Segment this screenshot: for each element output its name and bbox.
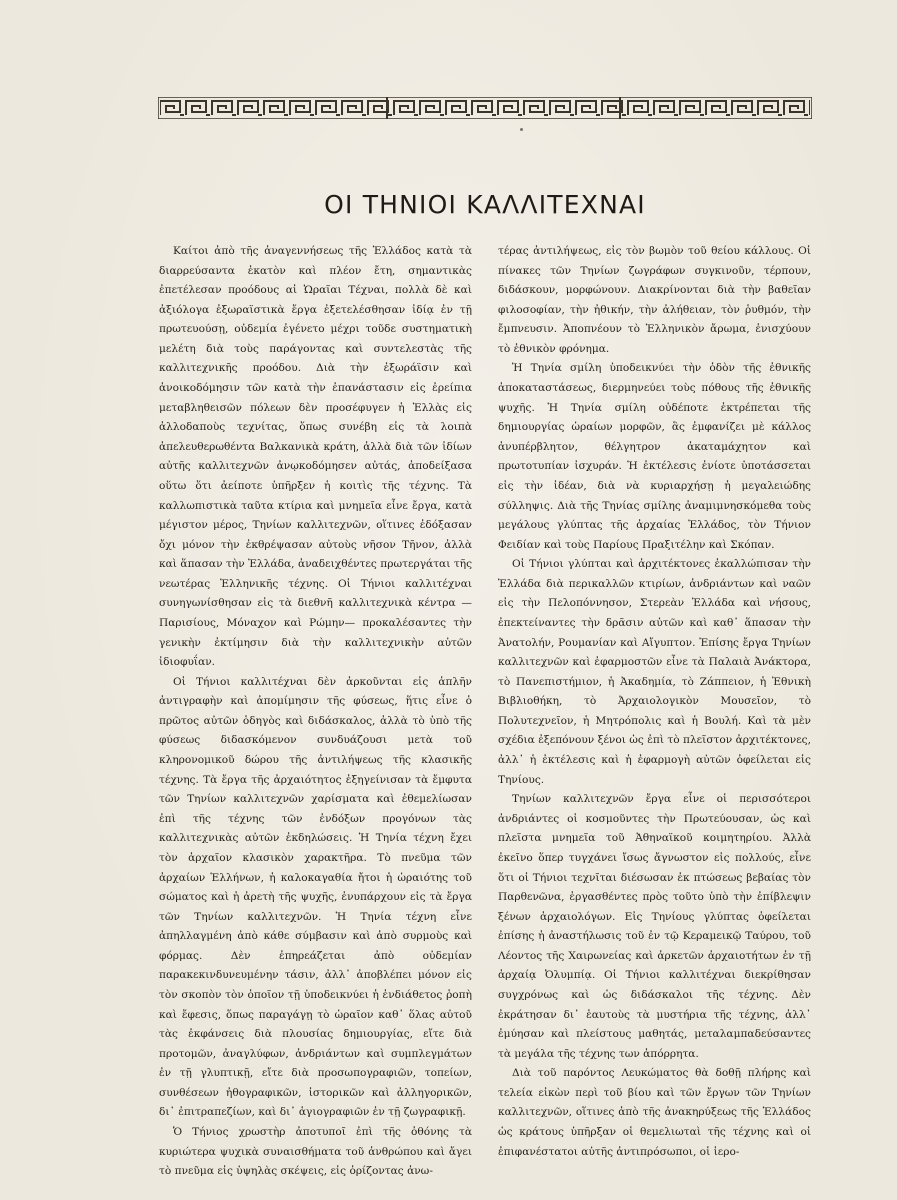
ornament-dot <box>520 128 523 131</box>
paragraph: τέρας ἀντιλήψεως, εἰς τὸν βωμὸν τοῦ θείου κάλλους. Οἱ πίνακες τῶν Τηνίων ζωγράφων συγκινοῦν, τέρπουν, διδάσκουν, μορφώνουν. Διακρίνονται διὰ τὴν βαθεῖαν φιλοσοφίαν, τὴν ἠθικήν, τὴν ἀλήθειαν, τὸν ῥυθμόν, τὴν ἔμπνευσιν. Ἀποπνέουν τὸ Ἑλληνικὸν ἄρωμα, ἐνισχύουν τὸ ἐθνικὸν φρόνημα. <box>498 245 811 355</box>
paragraph: Ὁ Τήνιος χρωστὴρ ἀποτυποῖ ἐπὶ τῆς ὀθόνης τὰ κυριώτερα ψυχικὰ συναισθήματα τοῦ ἀνθρώπου καὶ ἄγει τὸ πνεῦμα εἰς ὑψηλὰς σκέψεις, εἰς ὁρίζοντας ἀνω- <box>159 1126 472 1178</box>
paragraph: Οἱ Τήνιοι καλλιτέχναι δὲν ἀρκοῦνται εἰς ἁπλῆν ἀντιγραφὴν καὶ ἀπομίμησιν τῆς φύσεως, ἥτις εἶνε ὁ πρῶτος αὐτῶν ὁδηγὸς καὶ διδάσκαλος, ἀλλὰ τὸ ὑπὸ τῆς φύσεως διδασκόμενον συνδυάζουσι μετὰ τοῦ κληρονομικοῦ δώρου τῆς ἀντιλήψεως τῆς κλασικῆς τέχνης. Τὰ ἔργα τῆς ἀρχαιότητος ἐξηγείνισαν τὰ ἔμφυτα τῶν Τηνίων καλλιτεχνῶν χαρίσματα καὶ ἐθεμελίωσαν ἐπὶ τῆς τέχνης τῶν ἐνδόξων προγόνων τὰς καλλιτεχνικὰς αὐτῶν ἐκδηλώσεις. Ἡ Τηνία τέχνη ἔχει τὸν ἀρχαῖον κλασικὸν χαρακτῆρα. Τὸ πνεῦμα τῶν ἀρχαίων Ἑλλήνων, ἡ καλοκαγαθία ἤτοι ἡ ὡραιότης τοῦ σώματος καὶ ἡ ἀρετὴ τῆς ψυχῆς, ἐνυπάρχουν εἰς τὰ ἔργα τῶν Τηνίων καλλιτεχνῶν. Ἡ Τηνία τέχνη εἶνε ἀπηλλαγμένη ἀπὸ κάθε σύμβασιν καὶ ἀπὸ συρμοὺς καὶ φόρμας. Δὲν ἐπηρεάζεται ἀπὸ οὐδεμίαν παρακεκινδυνευμένην τάσιν, ἀλλ᾽ ἀποβλέπει μόνον εἰς τὸν σκοπὸν τὸν ὁποῖον τῇ ὑποδεικνύει ἡ ἐνδιάθετος ῥοπὴ καὶ ἔφεσις, ὅπως παραγάγῃ τὸ ὡραῖον καθ᾽ ὅλας αὐτοῦ τὰς ἐκφάνσεις διὰ πλουσίας δημιουργίας, εἴτε διὰ προτομῶν, ἀναγλύφων, ἀνδριάντων καὶ συμπλεγμάτων ἐν τῇ γλυπτικῇ, εἴτε διὰ προσωπογραφιῶν, τοπείων, συνθέσεων ἠθογραφικῶν, ἱστορικῶν καὶ ἀλληγορικῶν, δι᾽ ἐπιτραπεζίων, καὶ δι᾽ ἁγιογραφιῶν ἐν τῇ ζωγραφικῇ. <box>159 675 472 1119</box>
paragraph: Οἱ Τήνιοι γλύπται καὶ ἀρχιτέκτονες ἐκαλλώπισαν τὴν Ἑλλάδα διὰ περικαλλῶν κτιρίων, ἀνδριάντων καὶ ναῶν εἰς τὴν Πελοπόννησον, Στερεὰν Ἑλλάδα καὶ νήσους, ἐπεκτείναντες τὴν δρᾶσιν αὐτῶν καὶ καθ᾽ ἅπασαν τὴν Ἀνατολήν, Ρουμανίαν καὶ Αἴγυπτον. Ἐπίσης ἔργα Τηνίων καλλιτεχνῶν καὶ ἐφαρμοστῶν εἶνε τὰ Παλαιὰ Ἀνάκτορα, τὸ Πανεπιστήμιον, ἡ Ἀκαδημία, τὸ Ζάππειον, ἡ Ἐθνικὴ Βιβλιοθήκη, τὸ Ἀρχαιολογικὸν Μουσεῖον, τὸ Πολυτεχνεῖον, ἡ Μητρόπολις καὶ ἡ Βουλή. Καὶ τὰ μὲν σχέδια ἐξεπόνουν ξένοι ὡς ἐπὶ τὸ πλεῖστον ἀρχιτέκτονες, ἀλλ᾽ ἡ ἐκτέλεσις καὶ ἡ ἐφαρμογὴ αὐτῶν ὀφείλεται εἰς Τηνίους. <box>498 558 811 786</box>
paragraph: Διὰ τοῦ παρόντος Λευκώματος θὰ δοθῇ πλήρης καὶ τελεία εἰκὼν περὶ τοῦ βίου καὶ τῶν ἔργων τῶν Τηνίων καλλιτεχνῶν, οἵτινες ἀπὸ τῆς ἀνακηρύξεως τῆς Ἑλλάδος ὡς κράτους ὑπῆρξαν οἱ θεμελιωταὶ τῆς τέχνης καὶ οἱ ἐπιφανέστατοι αὐτῆς ἀντιπρόσωποι, οἱ ἱερο- <box>498 1067 811 1158</box>
page-title: ΟΙ ΤΗΝΙΟΙ ΚΑΛΛΙΤΕΧΝΑΙ <box>324 190 646 219</box>
paragraph: Ἡ Τηνία σμίλη ὑποδεικνύει τὴν ὁδὸν τῆς ἐθνικῆς ἀποκαταστάσεως, διερμηνεύει τοὺς πόθους τῆς ἐθνικῆς ψυχῆς. Ἡ Τηνία σμίλη οὐδέποτε ἐκτρέπεται τῆς δημιουργίας ὡραίων μορφῶν, ἃς ἐμφανίζει μὲ κάλλος ἀνυπέρβλητον, θέλγητρον ἀκαταμάχητον καὶ πρωτοτυπίαν ἰσχυράν. Ἡ ἐκτέλεσις ἐνίοτε ὑποτάσσεται εἰς τὴν ἰδέαν, διὰ νὰ κυριαρχήσῃ ἡ μεγαλειώδης σύλληψις. Διὰ τῆς Τηνίας σμίλης ἀναμιμνησκόμεθα τοὺς μεγάλους γλύπτας τῆς ἀρχαίας Ἑλλάδος, τὸν Τήνιον Φειδίαν καὶ τοὺς Παρίους Πραξιτέλην καὶ Σκόπαν. <box>498 362 811 551</box>
left-column <box>159 242 472 1182</box>
right-column <box>498 242 811 1162</box>
paragraph: Τηνίων καλλιτεχνῶν ἔργα εἶνε οἱ περισσότεροι ἀνδριάντες οἱ κοσμοῦντες τὴν Πρωτεύουσαν, ὡς καὶ πλεῖστα μνημεῖα τοῦ Ἀθηναϊκοῦ κοιμητηρίου. Ἀλλὰ ἐκεῖνο ὅπερ τυγχάνει ἴσως ἄγνωστον εἰς πολλούς, εἶνε ὅτι οἱ Τήνιοι τεχνῖται διέσωσαν ἐκ πτώσεως βεβαίας τὸν Παρθενῶνα, ἐργασθέντες πρὸς τοῦτο ὑπὸ τὴν ἐπίβλεψιν ξένων ἀρχαιολόγων. Εἰς Τηνίους γλύπτας ὀφείλεται ἐπίσης ἡ ἀναστήλωσις τοῦ ἐν τῷ Κεραμεικῷ Ταύρου, τοῦ Λέοντος τῆς Χαιρωνείας καὶ ἀρκετῶν ἀρχαιοτήτων ἐν τῇ ἀρχαίᾳ Ὀλυμπίᾳ. Οἱ Τήνιοι καλλιτέχναι διεκρίθησαν συγχρόνως καὶ ὡς διδάσκαλοι τῆς τέχνης. Δὲν ἐκράτησαν δι᾽ ἑαυτοὺς τὰ μυστήρια τῆς τέχνης, ἀλλ᾽ ἐμύησαν καὶ πλείστους μαθητάς, μεταλαμπαδεύσαντες τὰ μεγάλα τῆς τέχνης των ἀπόρρητα. <box>498 793 811 1060</box>
greek-key-border <box>158 97 812 119</box>
paragraph: Καίτοι ἀπὸ τῆς ἀναγεννήσεως τῆς Ἑλλάδος κατὰ τὰ διαρρεύσαντα ἑκατὸν καὶ πλέον ἔτη, σημαντικὰς ἐπετέλεσαν προόδους αἱ Ὡραῖαι Τέχναι, πολλὰ δὲ καὶ ἀξιόλογα ἐξωραϊστικὰ ἔργα ἐξετελέσθησαν ἰδίᾳ ἐν τῇ πρωτευούσῃ, οὐδεμία ἐγένετο μέχρι τοῦδε συστηματικὴ μελέτη διὰ τοὺς παράγοντας καὶ συντελεστὰς τῆς καλλιτεχνικῆς προόδου. Διὰ τὴν ἐξωράϊσιν καὶ ἀνοικοδόμησιν τῶν κατὰ τὴν ἐπανάστασιν εἰς ἐρείπια μεταβληθεισῶν πόλεων δὲν προσέφυγεν ἡ Ἑλλὰς εἰς ἀλλοδαποὺς τεχνίτας, ὅπως συνέβη εἰς τὰ λοιπὰ ἀπελευθερωθέντα Βαλκανικὰ κράτη, ἀλλὰ διὰ τῶν ἰδίων αὐτῆς καλλιτεχνῶν ἀνῳκοδόμησεν αὐτάς, ἀποδείξασα οὕτω ὅτι ἀείποτε ὑπῆρξεν ἡ κοιτὶς τῆς τέχνης. Τὰ καλλωπιστικὰ ταῦτα κτίρια καὶ μνημεῖα εἶνε ἔργα, κατὰ μέγιστον μέρος, Τηνίων καλλιτεχνῶν, οἵτινες ἐδόξασαν ὄχι μόνον τὴν ἐκθρέψασαν αὐτοὺς νῆσον Τῆνον, ἀλλὰ καὶ ἅπασαν τὴν Ἑλλάδα, ἀναδειχθέντες πρωτεργάται τῆς νεωτέρας Ἑλληνικῆς τέχνης. Οἱ Τήνιοι καλλιτέχναι συνηγωνίσθησαν εἰς τὰ διεθνῆ καλλιτεχνικὰ κέντρα —Παρισίους, Μόναχον καὶ Ρώμην— προκαλέσαντες τὴν γενικὴν ἐκτίμησιν διὰ τὴν καλλιτεχνικὴν αὐτῶν ἰδιοφυΐαν. <box>159 245 472 669</box>
